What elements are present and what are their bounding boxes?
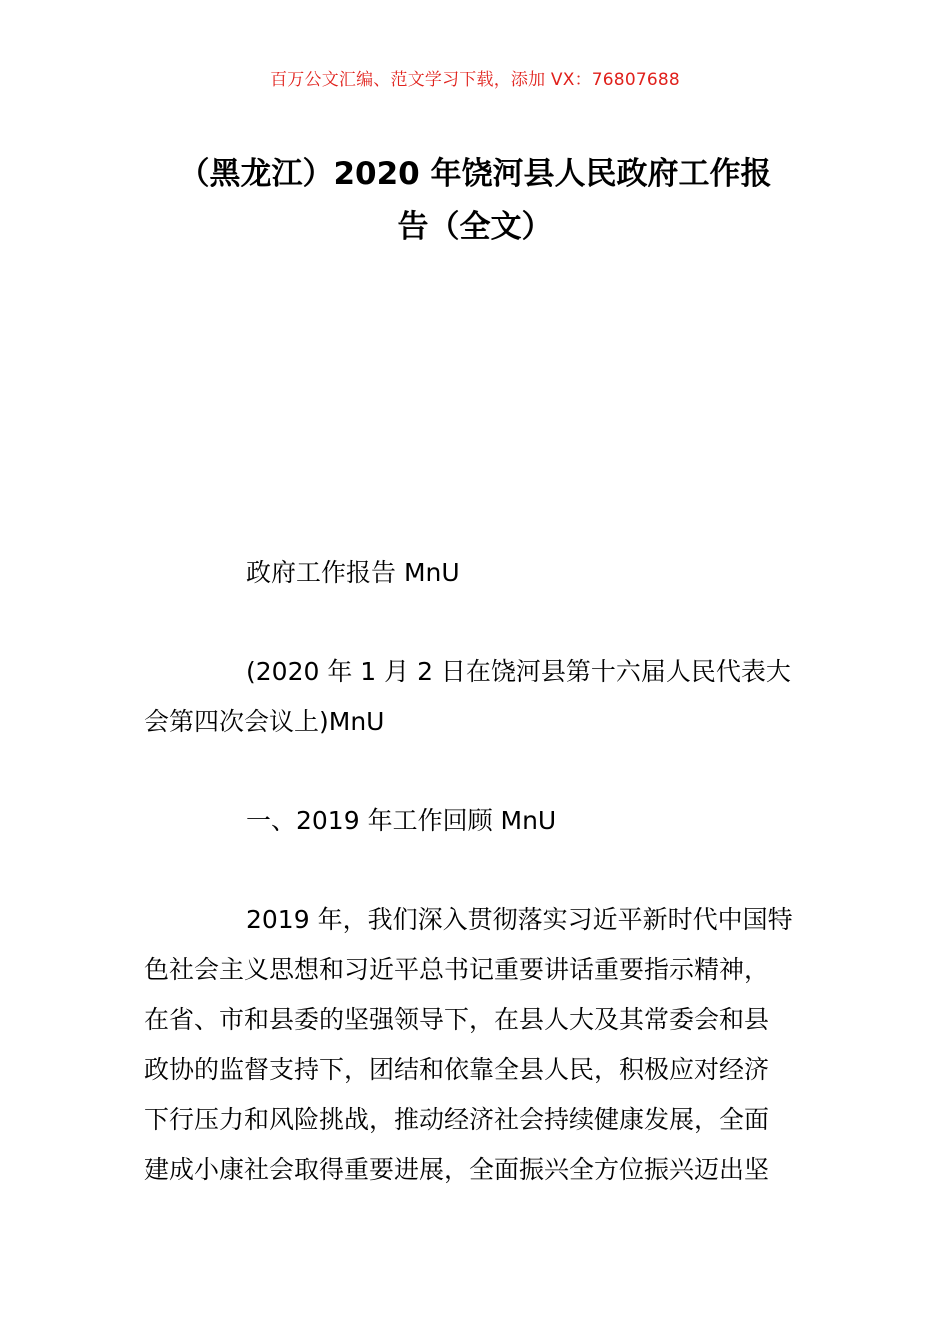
watermark-header: 百万公文汇编、范文学习下载，添加 VX：76807688: [270, 70, 680, 90]
document-title: [140, 148, 810, 254]
title-line-1: （黑龙江）2020 年饶河县人民政府工作报: [178, 156, 772, 192]
title-line-2: 告（全文）: [397, 209, 553, 245]
paragraph-line: 会第四次会议上)MnU: [144, 707, 385, 736]
paragraph-line: 政府工作报告 MnU: [246, 558, 460, 587]
paragraph-line: 建成小康社会取得重要进展，全面振兴全方位振兴迈出坚: [144, 1155, 770, 1184]
paragraph-report-label: [144, 548, 808, 598]
paragraph-line: 下行压力和风险挑战，推动经济社会持续健康发展，全面: [144, 1105, 770, 1134]
paragraph-line: 一、2019 年工作回顾 MnU: [246, 806, 557, 835]
paragraph-line: 在省、市和县委的坚强领导下，在县人大及其常委会和县: [144, 1005, 770, 1034]
paragraph-line: 政协的监督支持下，团结和依靠全县人民，积极应对经济: [144, 1055, 770, 1084]
paragraph-meeting-info: [144, 647, 808, 747]
paragraph-section-heading: [144, 796, 808, 846]
document-body: [144, 548, 808, 1195]
paragraph-review-body: [144, 895, 808, 1195]
paragraph-line: (2020 年 1 月 2 日在饶河县第十六届人民代表大: [246, 657, 791, 686]
paragraph-line: 2019 年，我们深入贯彻落实习近平新时代中国特: [246, 905, 793, 934]
paragraph-line: 色社会主义思想和习近平总书记重要讲话重要指示精神，: [144, 955, 770, 984]
